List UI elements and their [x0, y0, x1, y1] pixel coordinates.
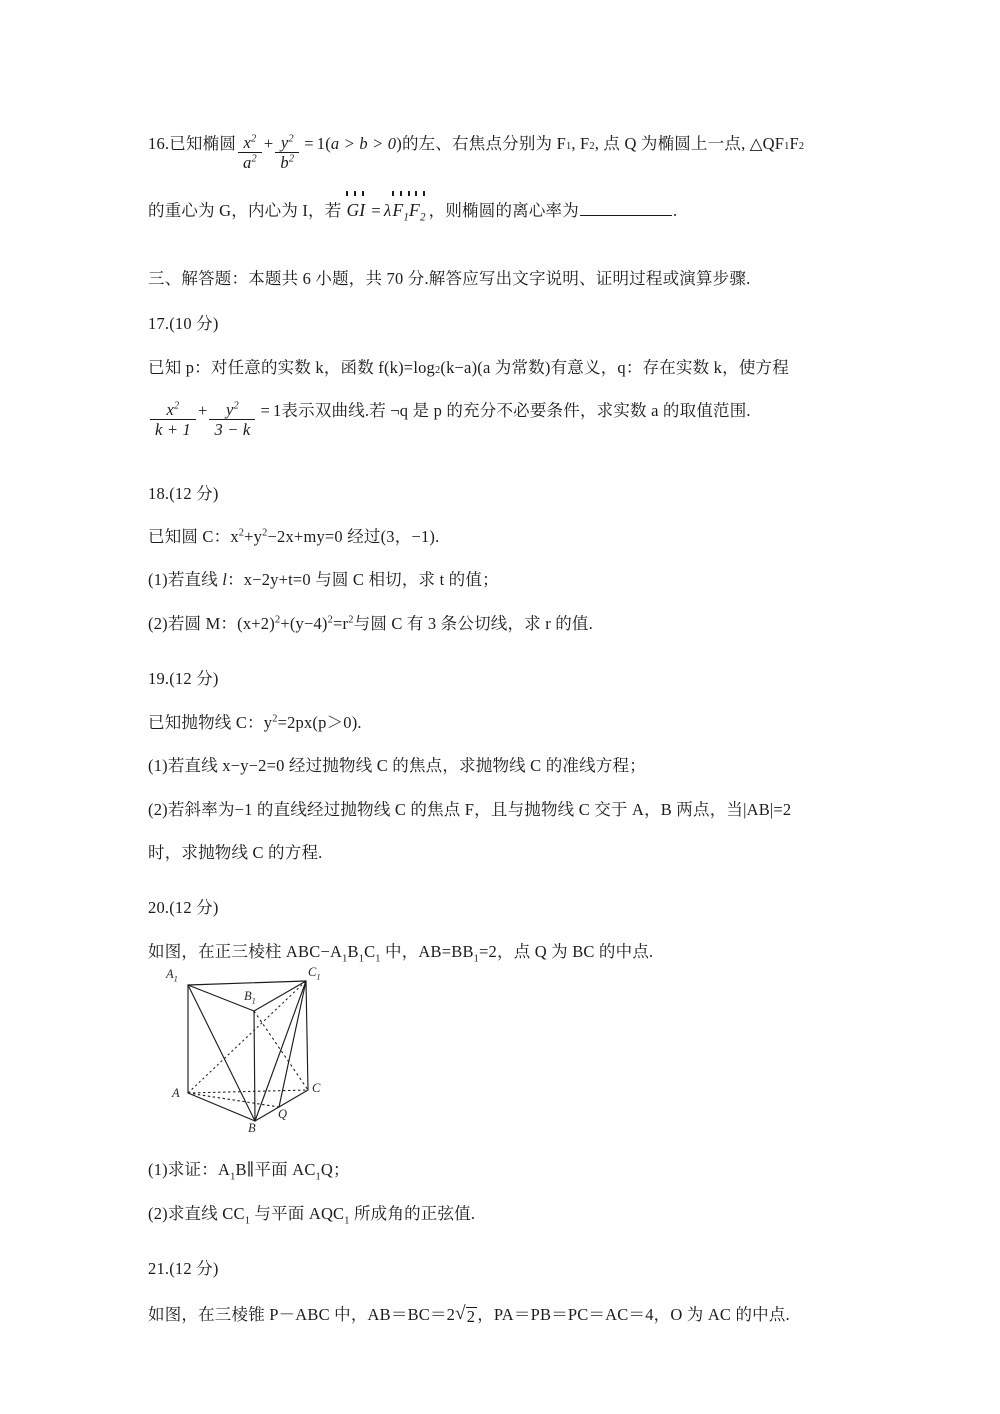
q16-vector-f1f2: $F_1F_2$ [392, 197, 425, 223]
page-content [148, 132, 860, 1326]
q21-sqrt [455, 1302, 477, 1326]
q20-line-2 [148, 1158, 860, 1181]
q16-number: 16. [148, 134, 170, 153]
edge-b1b [254, 1011, 255, 1121]
q20-line3-c: 所成角的正弦值. [349, 1203, 476, 1223]
q17-frac2-denominator: 3 − k [209, 419, 255, 438]
q20-line2-a: (1)求证：A [148, 1160, 231, 1180]
question-20 [148, 896, 860, 1225]
figure-label-b1: $B_1$ [244, 989, 256, 1006]
q20-line1-c: C [364, 941, 376, 961]
q21-line1-b: ，PA＝PB＝PC＝AC＝4，O 为 AC 的中点. [477, 1304, 790, 1324]
triangular-prism-figure [166, 965, 376, 1144]
q16-line2-text-a: 的重心为 G，内心为 I，若 [148, 200, 342, 220]
q20-header: 20.(12 分) [148, 898, 219, 918]
q20-line1-a: 如图，在正三棱柱 ABC−A [148, 941, 343, 961]
q16-line-1: 16. 已知椭圆 $\frac{x^2}{a^2}$ + $\frac{y^2}{b^2}$ = 1( a > b > 0 ) 的左、右焦点分别为 F 1 , F 2 , 点 Q 为椭圆上一点, △QF 1 F 2 [148, 133, 805, 173]
question-21 [148, 1257, 860, 1326]
q16-tri-f2: F [789, 134, 799, 153]
q19-line1-b: =2px(p＞0). [277, 712, 362, 732]
q18-line2-a: (1)若直线 [148, 570, 223, 590]
edge-b1c1 [254, 981, 306, 1011]
q16-vector-gi: GI [346, 197, 365, 223]
q18-line3-a: (2)若圆 M：(x+2) [148, 613, 275, 633]
q19-line-4: 时，求抛物线 C 的方程. [148, 843, 323, 863]
q21-header: 21.(12 分) [148, 1259, 219, 1279]
q20-line-1 [148, 940, 860, 963]
q17-line1-a: 已知 p：对任意的实数 k，函数 f(k)=log [148, 357, 435, 377]
q17-frac1-numerator: $x^2$ [166, 400, 180, 420]
q18-line1-c: −2x+my=0 经过(3，−1). [267, 527, 440, 547]
q20-line3-a: (2)求直线 CC [148, 1203, 245, 1223]
q16-frac2-numerator: $y^2$ [280, 133, 294, 152]
q18-line-2 [148, 568, 860, 591]
q17-frac2-numerator: $y^2$ [226, 400, 239, 420]
edge-ab [188, 1093, 255, 1121]
q16-condition: a > b > 0 [330, 134, 397, 153]
question-18 [148, 482, 860, 636]
q19-line-3: (2)若斜率为−1 的直线经过抛物线 C 的焦点 F，且与抛物线 C 交于 A，B 两点，当|AB|=2 [148, 799, 792, 819]
q20-line3-sub-1: 1 [244, 1215, 251, 1226]
edge-a1c1 [188, 981, 306, 985]
hidden-edge-ac [188, 1090, 308, 1093]
q18-line3-sup-3: 2 [348, 614, 354, 626]
hidden-aq [188, 1093, 279, 1107]
figure-label-c: C [312, 1081, 321, 1096]
figure-label-c1: $C_1$ [308, 965, 321, 982]
q20-line3-b: 与平面 AQC [250, 1203, 345, 1223]
section-3-heading: 三、解答题：本题共 6 小题，共 70 分.解答应写出文字说明、证明过程或演算步骤. [148, 268, 751, 288]
q17-line2-b: 表示双曲线.若 ¬q 是 p 的充分不必要条件，求实数 a 的取值范围. [281, 401, 751, 421]
q18-line3-sup-1: 2 [274, 614, 281, 626]
q18-sup-2: 2 [262, 527, 268, 539]
q18-line1-a: 已知圆 C：x [148, 527, 239, 547]
q18-sup-1: 2 [238, 527, 245, 539]
q16-answer-blank[interactable] [580, 199, 672, 216]
q18-line2-b: ：x−2y+t=0 与圆 C 相切，求 t 的值； [227, 570, 499, 590]
question-17 [148, 312, 860, 439]
q19-line-2: (1)若直线 x−y−2=0 经过抛物线 C 的焦点，求抛物线 C 的准线方程； [148, 756, 646, 776]
q20-line1-d: 中，AB=BB [380, 941, 474, 961]
q16-one-open: 1( [316, 134, 331, 153]
q20-line2-b: B∥平面 AC [235, 1160, 316, 1180]
q18-line3-c: =r [333, 613, 349, 633]
q17-line1-b: (k−a)(a 为常数)有意义，q：存在实数 k，使方程 [440, 357, 789, 377]
q21-radicand: 2 [466, 1306, 476, 1326]
q16-line-2 [148, 197, 860, 223]
q20-line2-c: Q； [320, 1160, 350, 1180]
q18-line-1 [148, 525, 860, 548]
q17-fraction-2 [209, 401, 255, 439]
q16-plus: + [263, 134, 274, 153]
q16-lambda: λ [383, 200, 392, 220]
q16-lead: 已知椭圆 [169, 134, 237, 153]
edge-c1c [306, 981, 308, 1090]
q20-sub-1: 1 [342, 953, 348, 965]
q17-line-1: 已知 p：对任意的实数 k，函数 f(k)=log 2 (k−a)(a 为常数)有意义，q：存在实数 k，使方程 [148, 356, 860, 379]
q20-line1-e: =2，点 Q 为 BC 的中点. [479, 941, 654, 961]
figure-label-q: Q [278, 1107, 288, 1122]
figure-label-a1: $A_1$ [166, 967, 178, 984]
q16-fraction-2 [275, 134, 299, 172]
q18-line-3 [148, 612, 860, 635]
q16-mid-2: , 点 Q 为椭圆上一点, △QF [594, 134, 785, 153]
q18-line-l: l [222, 570, 228, 590]
q18-header: 18.(12 分) [148, 483, 219, 503]
q18-line3-d: 与圆 C 有 3 条公切线，求 r 的值. [353, 613, 593, 633]
q16-frac1-numerator: $x^2$ [243, 133, 257, 152]
q18-line3-b: +(y−4) [280, 613, 328, 633]
q21-line1-a: 如图，在三棱锥 P－ABC 中，AB＝BC＝2 [148, 1304, 456, 1324]
radical-sign: √ [455, 1302, 466, 1324]
q20-sub-3: 1 [375, 953, 381, 965]
q20-line2-sub-2: 1 [315, 1171, 321, 1183]
q21-line-1 [148, 1303, 860, 1326]
q19-header: 19.(12 分) [148, 669, 219, 689]
vector-arrow-marks [392, 191, 424, 196]
q19-line-1 [148, 711, 860, 734]
figure-label-a: A [172, 1086, 180, 1101]
q16-equals: = [304, 134, 314, 153]
q19-line1-a: 已知抛物线 C：y [148, 712, 273, 732]
q16-vec-equals: = [371, 200, 381, 220]
q17-plus: + [197, 401, 208, 421]
q20-line-3 [148, 1202, 860, 1225]
q20-sub-2: 1 [358, 953, 365, 965]
question-19 [148, 667, 860, 864]
q20-line1-b: B [347, 941, 359, 961]
prism-svg [166, 969, 376, 1144]
q20-line2-sub-1: 1 [230, 1171, 236, 1183]
q17-equals: = [260, 401, 270, 421]
q16-line2-text-b: ，则椭圆的离心率为 [428, 200, 579, 220]
q18-line1-b: +y [244, 527, 263, 547]
q20-line3-sub-2: 1 [344, 1215, 350, 1226]
figure-label-b: B [248, 1121, 256, 1136]
q17-line-2 [148, 399, 860, 440]
q17-frac1-denominator: k + 1 [150, 419, 196, 438]
q20-sub-4: 1 [473, 953, 480, 965]
q16-mid-1: 的左、右焦点分别为 F [401, 134, 566, 153]
q16-close-paren: ) [396, 134, 402, 153]
vector-arrow-marks [346, 191, 364, 196]
question-16 [148, 132, 860, 223]
q17-fraction-1 [150, 401, 196, 439]
q16-fraction-1 [238, 134, 262, 172]
q16-period: . [672, 200, 678, 220]
q19-sup-1: 2 [272, 713, 278, 725]
q16-frac2-denominator: $b^2$ [275, 152, 299, 171]
q17-one: 1 [272, 401, 282, 421]
q16-comma-1: , F [571, 134, 590, 153]
q18-line3-sup-2: 2 [327, 614, 334, 626]
q16-frac1-denominator: $a^2$ [238, 152, 262, 171]
q17-header: 17.(10 分) [148, 314, 219, 334]
